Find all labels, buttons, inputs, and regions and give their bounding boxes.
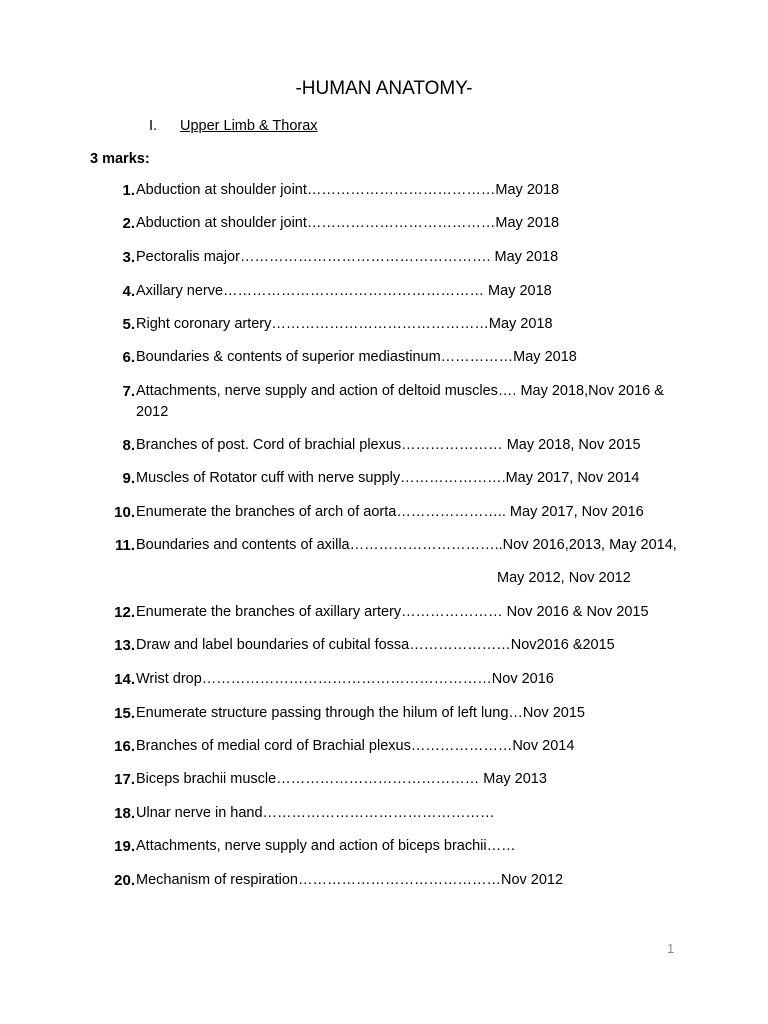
- question-text: Abduction at shoulder joint…………………………………May 2018: [136, 182, 560, 198]
- question-number: 20.: [114, 872, 135, 889]
- question-text: Draw and label boundaries of cubital fossa…………………Nov2016 &2015: [136, 637, 615, 653]
- page-number: 1: [667, 941, 675, 956]
- question-number: 6.: [122, 349, 135, 366]
- question-text-continued: May 2012, Nov 2012: [497, 570, 631, 586]
- question-number: 17.: [114, 771, 135, 788]
- question-number: 5.: [122, 316, 135, 333]
- question-number: 9.: [122, 470, 135, 487]
- question-text: Axillary nerve……………………………………………… May 2018: [136, 283, 552, 299]
- question-number: 12.: [114, 604, 135, 621]
- question-text: Wrist drop……………………………………………………Nov 2016: [136, 671, 554, 687]
- question-number: 8.: [122, 437, 135, 454]
- question-text: Boundaries and contents of axilla…………………………..Nov 2016,2013, May 2014,: [136, 537, 677, 553]
- question-text: Branches of post. Cord of brachial plexus………………… May 2018, Nov 2015: [136, 437, 641, 453]
- question-text: Pectoralis major……………………………………………. May 2018: [136, 249, 559, 265]
- question-number: 10.: [114, 504, 135, 521]
- question-text: Muscles of Rotator cuff with nerve supply………………….May 2017, Nov 2014: [136, 470, 640, 486]
- question-number: 1.: [122, 182, 135, 199]
- question-number: 13.: [114, 637, 135, 654]
- question-number: 19.: [114, 838, 135, 855]
- question-number: 15.: [114, 705, 135, 722]
- question-number: 14.: [114, 671, 135, 688]
- question-text: Branches of medial cord of Brachial plexus…………………Nov 2014: [136, 738, 575, 754]
- question-number: 16.: [114, 738, 135, 755]
- marks-label: 3 marks:: [90, 151, 150, 167]
- question-text: Enumerate the branches of axillary artery………………… Nov 2016 & Nov 2015: [136, 604, 649, 620]
- question-number: 2.: [122, 215, 135, 232]
- question-text: Mechanism of respiration……………………………………Nov 2012: [136, 872, 564, 888]
- section-name: Upper Limb & Thorax: [180, 118, 318, 134]
- question-text: Attachments, nerve supply and action of biceps brachii……: [136, 838, 516, 854]
- question-text: Ulnar nerve in hand…………………………………………: [136, 805, 495, 821]
- section-number: I.: [149, 118, 158, 134]
- question-text: Biceps brachii muscle…………………………………… May 2013: [136, 771, 547, 787]
- question-number: 4.: [122, 283, 135, 300]
- question-number: 3.: [122, 249, 135, 266]
- document-title: -HUMAN ANATOMY-: [295, 78, 473, 99]
- question-text: Enumerate the branches of arch of aorta………………….. May 2017, Nov 2016: [136, 504, 644, 520]
- question-number: 7.: [122, 383, 135, 400]
- question-text: Abduction at shoulder joint…………………………………May 2018: [136, 215, 560, 231]
- question-text: Enumerate structure passing through the hilum of left lung…Nov 2015: [136, 705, 585, 721]
- section-heading: [149, 116, 318, 136]
- question-text: Right coronary artery………………………………………May 2018: [136, 316, 553, 332]
- question-number: 11.: [114, 537, 135, 554]
- question-number: 18.: [114, 805, 135, 822]
- question-text: Attachments, nerve supply and action of deltoid muscles…. May 2018,Nov 2016 & 2012: [136, 383, 664, 420]
- question-text: Boundaries & contents of superior mediastinum……………May 2018: [136, 349, 577, 365]
